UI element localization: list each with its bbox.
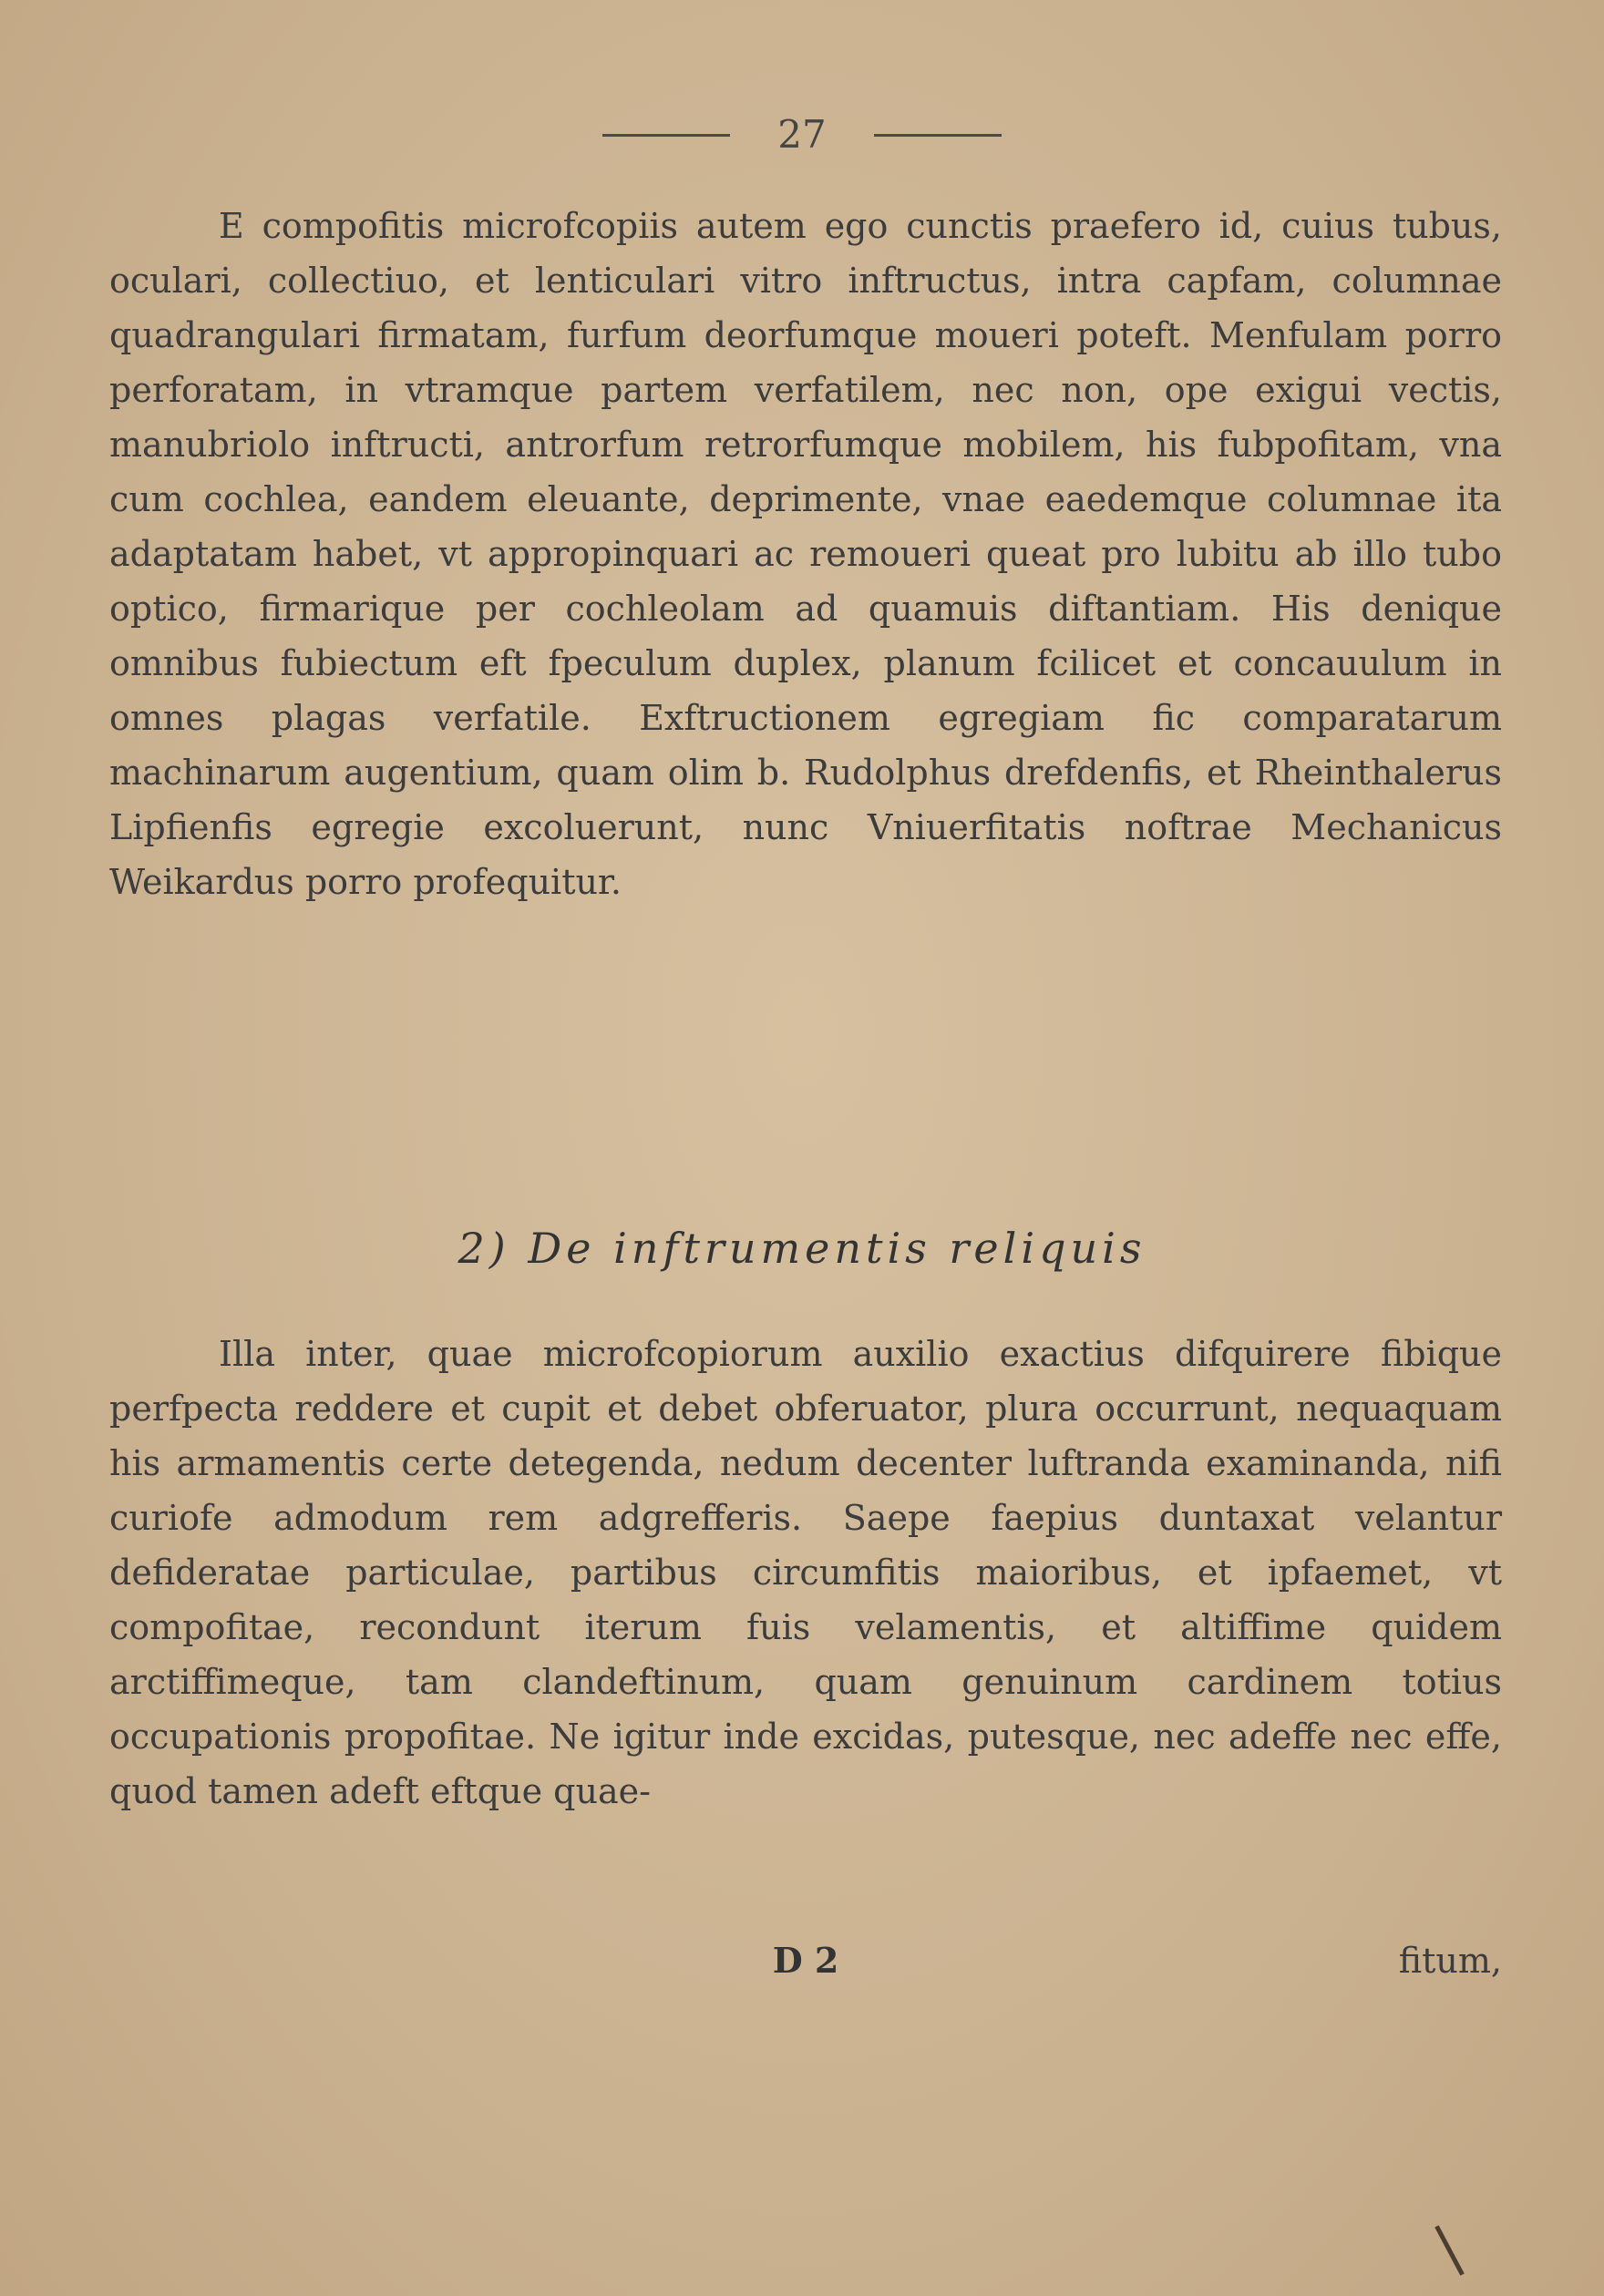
page-number: 27 [777, 112, 827, 157]
page-footer [109, 1933, 1502, 1988]
catchword: fitum, [1398, 1941, 1502, 1981]
ink-mark [1434, 2225, 1465, 2275]
paragraph-instruments [109, 1327, 1502, 1819]
section-heading: 2) De inftrumentis reliquis [458, 1224, 1146, 1273]
header-rule-right [874, 134, 1002, 137]
paragraph-text: E compofitis microfcopiis autem ego cunctis praefero id, cuius tubus, oculari, collectiuo, et lenticulari vitro inftructus, intra capfam, columnae quadrangulari firmatam, furfum deorfumque moueri poteft. Menfulam porro perforatam, in vtramque partem verfatilem, nec non, ope exigui vectis, manubriolo inftructi, antrorfum retrorfumque mobilem, his fubpofitam, vna cum cochlea, eandem eleuante, deprimente, vnae eaedemque columnae ita adaptatam habet, vt appropinquari ac remoueri queat pro lubitu ab illo tubo optico, firmarique per cochleolam ad quamuis diftantiam. His denique omnibus fubiectum eft fpeculum duplex, planum fcilicet et concauulum in omnes plagas verfatile. Exftructionem egregiam fic comparatarum machinarum augentium, quam olim b. Rudolphus drefdenfis, et Rheinthalerus Lipfienfis egregie excoluerunt, nunc Vniuerfitatis noftrae Mechanicus Weikardus porro profequitur. [109, 206, 1502, 902]
header-rule-left [602, 134, 730, 137]
signature-mark: D 2 [772, 1940, 839, 1981]
paragraph-microscopes [109, 199, 1502, 909]
paragraph-text: Illa inter, quae microfcopiorum auxilio exactius difquirere fibique perfpecta reddere et cupit et debet obferuator, plura occurrunt, nequaquam his armamentis certe detegenda, nedum decenter luftranda examinanda, nifi curiofe admodum rem adgrefferis. Saepe faepius duntaxat velantur defideratae particulae, partibus circumfitis maioribus, et ipfaemet, vt compofitae, recondunt iterum fuis velamentis, et altiffime quidem arctiffimeque, tam clandeftinum, quam genuinum cardinem totius occupationis propofitae. Ne igitur inde excidas, putesque, nec adeffe nec effe, quod tamen adeft eftque quae- [109, 1334, 1502, 1811]
page-header [0, 108, 1604, 162]
